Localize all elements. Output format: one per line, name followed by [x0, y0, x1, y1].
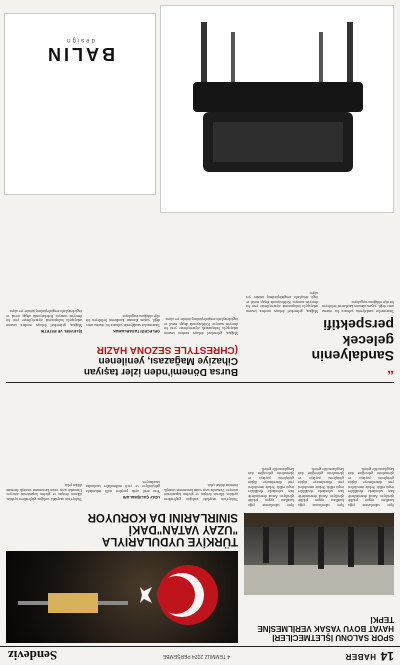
page-header [0, 646, 400, 665]
chair-subhead-2: İŞLEVSEL VE ESTETİK [40, 329, 82, 333]
section-divider [6, 382, 394, 383]
satellite-flag-illustration [6, 551, 238, 643]
quote-mark-icon: “ [387, 362, 394, 378]
satellite-headline-line2: "UZAY VATAN"DAKİ [128, 522, 238, 535]
satellite-photo [6, 551, 238, 643]
story-gym-body-col3: Spor salonlarının çoğu kurallara uygun şekilde işletiliyor. Ancak denetimlerde bazı salonlarda eksiklikler tespit edildi. Sektör temsilcileri yeni düzenlemeye ilişkin görüşlerini paylaştı ve işletmelerin geleceğine dair kaygılarını dile getirdi. [248, 467, 294, 507]
chair-headline-line1: Cihaziye Mağazası, yenilenen [98, 355, 238, 366]
page-number: 14 [380, 649, 394, 663]
chair-body-col1: Mağaza, geleneksel dokuyu modern tasarım anlayışıyla buluşturarak ziyaretçilerine yeni bir deneyim sunuyor. Koleksiyonda ahşap, metal ve örgü detaylarla zenginleştirilmiş ürünler yer alıyor. [164, 317, 238, 335]
satellite-headline-line1: TÜRKİYE UYDULARIYLA [101, 535, 238, 547]
chair-body-col4: Tasarımcılar sandalyenin yalnızca bir oturma aracı değil, yaşam alanının karakterini belirleyen bir obje olduğunu vurguluyor. [322, 300, 394, 313]
story-gym-body-col1: Spor salonlarının çoğu kurallara uygun şekilde işletiliyor. Ancak denetimlerde bazı salonlarda eksiklikler tespit edildi. Sektör temsilcileri yeni düzenlemeye ilişkin görüşlerini paylaştı ve işletmelerin geleceğine dair kaygılarını dile getirdi. [348, 467, 394, 507]
story-satellite-body-col1: Türkiye'nin uzaydaki varlığını güçlendiren uydular, ülkenin iletişim ve gözlem kapasitesini artırıyor. Uzmanlar uzay vatan kavramının stratejik önemine dikkat çekti. [164, 483, 238, 501]
logo-text: Sendeviz [8, 648, 58, 663]
section-label: HABER [345, 652, 376, 661]
story-gym-body-col2: Spor salonlarının çoğu kurallara uygun şekilde işletiliyor. Ancak denetimlerde bazı salonlarda eksiklikler tespit edildi. Sektör temsilcileri yeni düzenlemeye ilişkin görüşlerini paylaştı ve işletmelerin geleceğine dair kaygılarını dile getirdi. [298, 467, 344, 507]
chair-body-3: Mağaza, geleneksel dokuyu modern tasarım anlayışıyla buluşturarak ziyaretçilerine yeni bir deneyim sunuyor. Koleksiyonda ahşap, metal ve örgü detaylarla zenginleştirilmiş ürünler yer alıyor. [6, 309, 82, 327]
satellite-body-2: Yeni nesil uydu projeleri milli imkanlarla geliştiriliyor ve yerli mühendisler tarafından tasarlanıyor. [86, 480, 160, 493]
satellite-headline-line3: SINIRLARINI DA KORUYOR [87, 510, 238, 523]
chair-kicker: Bursa Dönemi'nden izler taşıyan [83, 366, 238, 377]
chair-body-2: Tasarımcılar sandalyenin yalnızca bir oturma aracı değil, yaşam alanının karakterini belirleyen bir obje olduğunu vurguluyor. [86, 314, 160, 327]
quote-line3: perspektifi [323, 317, 394, 334]
newspaper-logo [8, 647, 57, 663]
story-gym-headline: SPOR SALONU İŞLETMECİLERİ HAYAT BOYU YASAK VERİLMESİNE TEPKİ [257, 615, 394, 642]
story-satellite-headline [6, 511, 238, 547]
chair-body-col2 [86, 235, 160, 335]
chair-subhead-1: GELECEĞİ TASARLAMAK [112, 329, 160, 333]
chair-body-col5: Mağaza, geleneksel dokuyu modern tasarım anlayışıyla buluşturarak ziyaretçilerine yeni bir deneyim sunuyor. Koleksiyonda ahşap, metal ve örgü detaylarla zenginleştirilmiş ürünler yer alıyor. [246, 291, 318, 313]
gym-equipment-illustration [244, 513, 394, 595]
gym-photo [244, 513, 394, 595]
chair-headline-line2: (CHRESTYLE SEZONA HAZIR [96, 344, 238, 355]
quote-line1: Sandalyenin [311, 348, 394, 364]
story-satellite-body-col2 [86, 389, 160, 501]
chair-quote-block [244, 317, 394, 377]
story-gym [254, 615, 394, 641]
chair-body-col3 [6, 235, 82, 335]
chair-illustration [161, 6, 393, 212]
story-satellite-body-col3: Türkiye'nin uzaydaki varlığını güçlendiren uydular, ülkenin iletişim ve gözlem kapasitesini artırıyor. Uzmanlar uzay vatan kavramının stratejik önemine dikkat çekti. [6, 483, 82, 501]
quote-line2: gelecek [342, 332, 394, 349]
chair-advert [160, 5, 394, 213]
chair-headline-block [6, 344, 238, 377]
advert-brand: BALIN [45, 44, 115, 64]
advert-brand-panel [4, 13, 156, 195]
issue-date: 4 TEMMUZ 2024 PERŞEMBE [162, 653, 230, 659]
advert-brand-sub: design [65, 37, 95, 43]
satellite-subhead: UZAY ÇALIŞMALARI [122, 495, 160, 499]
